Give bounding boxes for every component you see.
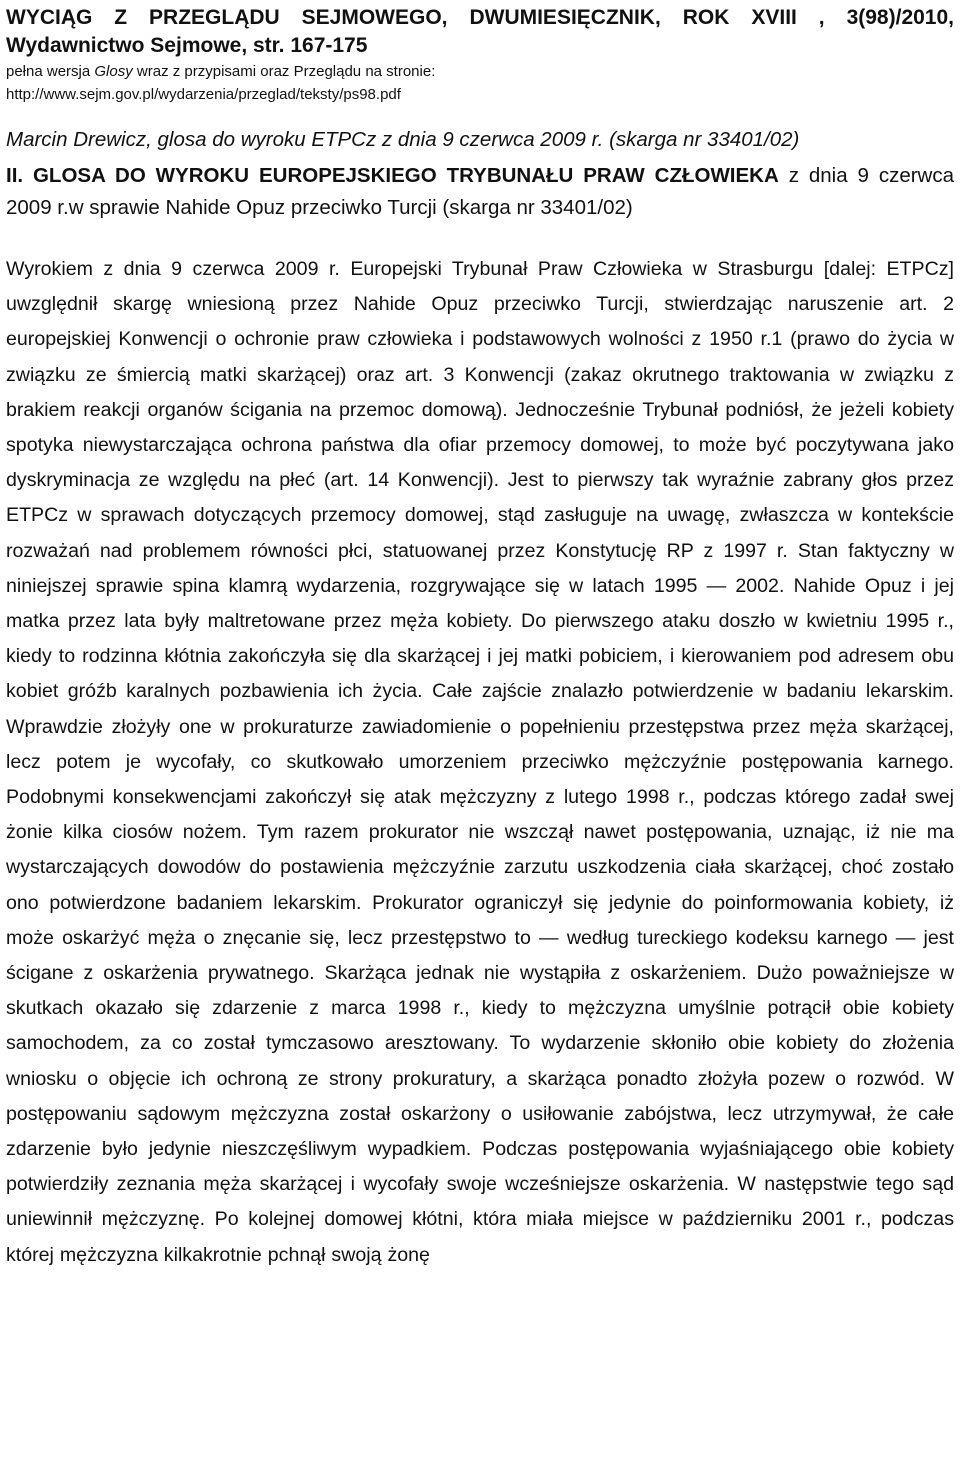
gloss-title	[6, 160, 954, 224]
source-note-suffix: wraz z przypisami oraz Przeglądu na stronie:	[132, 63, 436, 80]
document-page	[0, 4, 960, 1470]
source-note-prefix: pełna wersja	[6, 63, 95, 80]
source-url: http://www.sejm.gov.pl/wydarzenia/przeglad/teksty/ps98.pdf	[6, 86, 401, 103]
author-line: Marcin Drewicz, glosa do wyroku ETPCz z dnia 9 czerwca 2009 r. (skarga nr 33401/02)	[6, 128, 800, 151]
publication-header-line2: Wydawnictwo Sejmowe, str. 167-175	[6, 34, 368, 57]
publication-header-line1: WYCIĄG Z PRZEGLĄDU SEJMOWEGO, DWUMIESIĘCZNIK, ROK XVIII , 3(98)/2010,	[6, 6, 954, 29]
source-note	[6, 60, 954, 83]
gloss-title-rest: z dnia 9 czerwca 2009 r.w sprawie Nahide Opuz przeciwko Turcji (skarga nr 33401/02)	[6, 164, 955, 219]
gloss-title-bold: II. GLOSA DO WYROKU EUROPEJSKIEGO TRYBUNAŁU PRAW CZŁOWIEKA	[6, 164, 779, 187]
body-paragraph: Wyrokiem z dnia 9 czerwca 2009 r. Europejski Trybunał Praw Człowieka w Strasburgu [dalej: ETPCz] uwzględnił skargę wniesioną przez Nahide Opuz przeciwko Turcji, stwierdzając naruszenie art. 2 europejskiej Konwencji o ochronie praw człowieka i podstawowych wolności z 1950 r.1 (prawo do życia w związku ze śmiercią matki skarżącej) oraz art. 3 Konwencji (zakaz okrutnego traktowania w związku z brakiem reakcji organów ścigania na przemoc domową). Jednocześnie Trybunał podniósł, że jeżeli kobiety spotyka niewystarczająca ochrona państwa dla ofiar przemocy domowej, to może być poczytywana jako dyskryminacja ze względu na płeć (art. 14 Konwencji). Jest to pierwszy tak wyraźnie zabrany głos przez ETPCz w sprawach dotyczących przemocy domowej, stąd zasługuje na uwagę, zwłaszcza w kontekście rozważań nad problemem równości płci, statuowanej przez Konstytucję RP z 1997 r. Stan faktyczny w niniejszej sprawie spina klamrą wydarzenia, rozgrywające się w latach 1995 — 2002. Nahide Opuz i jej matka przez lata były maltretowane przez męża kobiety. Do pierwszego ataku doszło w kwietniu 1995 r., kiedy to rodzinna kłótnia zakończyła się dla skarżącej i jej matki pobiciem, i kierowaniem pod adresem obu kobiet gróźb karalnych pozbawienia ich życia. Całe zajście znalazło potwierdzenie w badaniu lekarskim. Wprawdzie złożyły one w prokuraturze zawiadomienie o popełnieniu przestępstwa przez męża skarżącej, lecz potem je wycofały, co skutkowało umorzeniem przeciwko mężczyźnie postępowania karnego. Podobnymi konsekwencjami zakończył się atak mężczyzny z lutego 1998 r., podczas którego zadał swej żonie kilka ciosów nożem. Tym razem prokurator nie wszczął nawet postępowania, uznając, iż nie ma wystarczających dowodów do postawienia mężczyźnie zarzutu uszkodzenia ciała skarżącej, choć zostało ono potwierdzone badaniem lekarskim. Prokurator ograniczył się jedynie do poinformowania kobiety, iż może oskarżyć męża o znęcanie się, lecz przestępstwo to — według tureckiego kodeksu karnego — jest ścigane z oskarżenia prywatnego. Skarżąca jednak nie wystąpiła z oskarżeniem. Dużo poważniejsze w skutkach okazało się zdarzenie z marca 1998 r., kiedy to mężczyzna umyślnie potrącił obie kobiety samochodem, za co został tymczasowo aresztowany. To wydarzenie skłoniło obie kobiety do złożenia wniosku o objęcie ich ochroną ze strony prokuratury, a skarżąca ponadto złożyła pozew o rozwód. W postępowaniu sądowym mężczyzna został oskarżony o usiłowanie zabójstwa, lecz utrzymywał, że całe zdarzenie było jedynie nieszczęśliwym wypadkiem. Podczas postępowania wyjaśniającego obie kobiety potwierdziły zeznania męża skarżącej i wycofały swoje wcześniejsze oskarżenia. W następstwie tego sąd uniewinnił mężczyznę. Po kolejnej domowej kłótni, która miała miejsce w październiku 2001 r., podczas której mężczyzna kilkakrotnie pchnął swoją żonę	[6, 258, 954, 1266]
source-note-italic: Glosy	[94, 63, 133, 80]
